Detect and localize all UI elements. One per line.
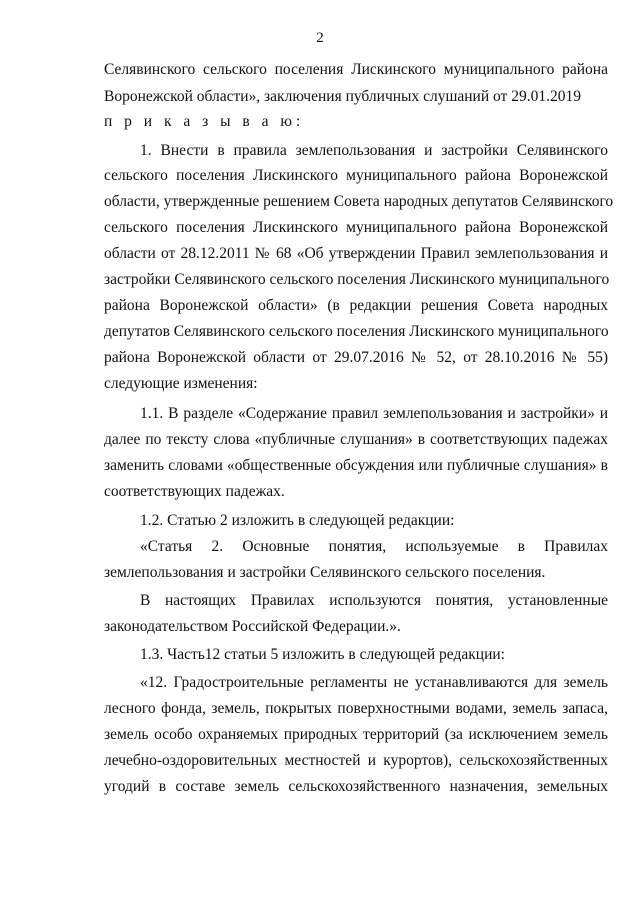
text-line: В настоящих Правилах используются понятия, установленные	[140, 592, 608, 609]
text-line: области, утвержденные решением Совета народных депутатов Селявинского	[104, 193, 614, 210]
text-line: соответствующих падежах.	[104, 483, 285, 500]
text-line: лесного фонда, земель, покрытых поверхностными водами, земель запаса,	[104, 700, 608, 717]
text-line: законодательством Российской Федерации.».	[104, 618, 401, 635]
text-line: сельского поселения Лискинского муниципального района Воронежской	[104, 219, 608, 236]
text-line: п р и к а з ы в а ю:	[104, 113, 305, 130]
text-line: 1.3. Часть12 статьи 5 изложить в следующей редакции:	[140, 646, 505, 663]
text-line: «Статья 2. Основные понятия, используемые в Правилах	[140, 538, 608, 555]
text-line: района Воронежской области» (в редакции решения Совета народных	[104, 297, 608, 314]
text-line: 1.2. Статью 2 изложить в следующей редакции:	[140, 512, 455, 529]
text-line: Селявинского сельского поселения Лискинского муниципального района	[104, 61, 608, 78]
text-line: 1. Внести в правила землепользования и застройки Селявинского	[140, 142, 608, 159]
text-line: депутатов Селявинского сельского поселения Лискинского муниципального	[104, 323, 609, 340]
text-line: района Воронежской области от 29.07.2016 № 52, от 28.10.2016 № 55)	[104, 349, 608, 366]
text-line: заменить словами «общественные обсуждения или публичные слушания» в	[104, 457, 608, 474]
text-line: лечебно-оздоровительных местностей и курортов), сельскохозяйственных	[104, 752, 608, 769]
text-line: землепользования и застройки Селявинского сельского поселения.	[104, 564, 546, 581]
text-line: сельского поселения Лискинского муниципального района Воронежской	[104, 167, 608, 184]
text-line: области от 28.12.2011 № 68 «Об утверждении Правил землепользования и	[104, 245, 608, 262]
text-line: следующие изменения:	[104, 375, 258, 392]
text-line: застройки Селявинского сельского поселения Лискинского муниципального	[104, 271, 610, 288]
text-line: угодий в составе земель сельскохозяйственного назначения, земельных	[104, 778, 608, 795]
text-line: далее по тексту слова «публичные слушания» в соответствующих падежах	[104, 431, 608, 448]
text-line: 1.1. В разделе «Содержание правил землепользования и застройки» и	[140, 405, 608, 422]
text-line: Воронежской области», заключения публичных слушаний от 29.01.2019	[104, 88, 581, 105]
page-number: 2	[316, 30, 324, 46]
text-line: «12. Градостроительные регламенты не устанавливаются для земель	[140, 674, 608, 691]
text-line: земель особо охраняемых природных территорий (за исключением земель	[104, 726, 608, 743]
